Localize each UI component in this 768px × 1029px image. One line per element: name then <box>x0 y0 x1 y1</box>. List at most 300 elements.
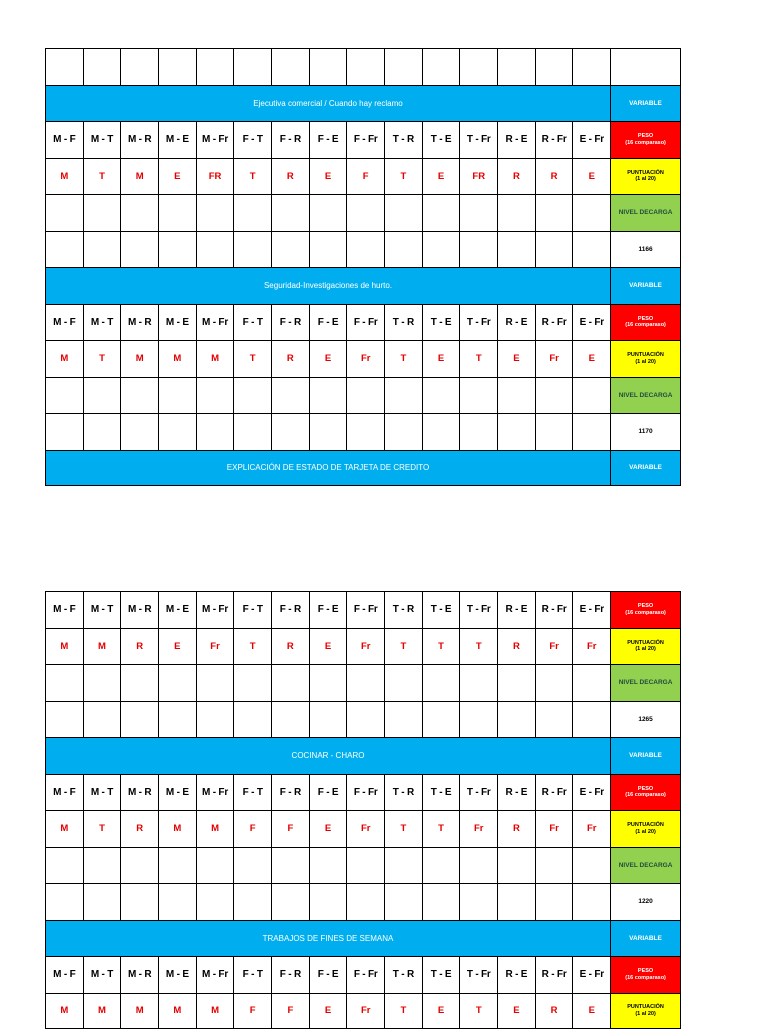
empty-cell[interactable] <box>158 883 196 920</box>
pair-header[interactable]: M - T <box>83 774 121 811</box>
empty-cell[interactable] <box>233 664 271 701</box>
pair-header[interactable]: M - T <box>83 591 121 628</box>
empty-cell[interactable] <box>196 883 234 920</box>
empty-cell[interactable] <box>120 231 158 268</box>
empty-cell[interactable] <box>45 883 83 920</box>
score-cell[interactable]: T <box>233 340 271 377</box>
nivel-descarga-label[interactable]: NIVEL DECARGA <box>610 377 681 414</box>
score-cell[interactable]: T <box>459 993 497 1029</box>
empty-cell[interactable] <box>422 847 460 884</box>
empty-cell[interactable] <box>196 48 234 85</box>
pair-header[interactable]: T - E <box>422 304 460 341</box>
empty-cell[interactable] <box>45 701 83 738</box>
score-cell[interactable]: Fr <box>535 340 573 377</box>
pair-header[interactable]: T - E <box>422 956 460 993</box>
score-cell[interactable]: Fr <box>535 810 573 847</box>
pair-header[interactable]: F - E <box>309 591 347 628</box>
empty-cell[interactable] <box>384 883 422 920</box>
score-cell[interactable]: Fr <box>196 628 234 665</box>
pair-header[interactable]: R - Fr <box>535 591 573 628</box>
peso-label[interactable] <box>610 956 681 993</box>
pair-header[interactable]: F - E <box>309 121 347 158</box>
empty-cell[interactable] <box>45 194 83 231</box>
score-cell[interactable]: F <box>233 810 271 847</box>
peso-label[interactable] <box>610 774 681 811</box>
pair-header[interactable]: M - E <box>158 121 196 158</box>
score-cell[interactable]: Fr <box>346 340 384 377</box>
empty-cell[interactable] <box>309 377 347 414</box>
empty-cell[interactable] <box>572 847 610 884</box>
score-cell[interactable]: M <box>45 810 83 847</box>
score-cell[interactable]: M <box>45 340 83 377</box>
section-title[interactable]: TRABAJOS DE FINES DE SEMANA <box>45 920 610 957</box>
pair-header[interactable]: T - Fr <box>459 304 497 341</box>
score-cell[interactable]: F <box>271 993 309 1029</box>
empty-cell[interactable] <box>459 883 497 920</box>
score-cell[interactable]: Fr <box>346 628 384 665</box>
pair-header[interactable]: F - R <box>271 956 309 993</box>
score-cell[interactable]: E <box>572 340 610 377</box>
pair-header[interactable]: T - R <box>384 304 422 341</box>
score-cell[interactable]: E <box>572 993 610 1029</box>
score-cell[interactable]: E <box>497 993 535 1029</box>
pair-header[interactable]: T - Fr <box>459 591 497 628</box>
score-cell[interactable]: F <box>346 158 384 195</box>
score-cell[interactable]: M <box>45 628 83 665</box>
peso-label[interactable] <box>610 591 681 628</box>
empty-cell[interactable] <box>309 413 347 450</box>
pair-header[interactable]: T - Fr <box>459 121 497 158</box>
empty-cell[interactable] <box>233 194 271 231</box>
pair-header[interactable]: T - R <box>384 121 422 158</box>
empty-cell[interactable] <box>271 194 309 231</box>
score-cell[interactable]: E <box>422 993 460 1029</box>
score-cell[interactable]: T <box>384 628 422 665</box>
empty-cell[interactable] <box>196 847 234 884</box>
empty-cell[interactable] <box>309 701 347 738</box>
pair-header[interactable]: F - Fr <box>346 956 384 993</box>
pair-header[interactable]: M - R <box>120 774 158 811</box>
pair-header[interactable]: E - Fr <box>572 774 610 811</box>
empty-cell[interactable] <box>120 701 158 738</box>
variable-label[interactable]: VARIABLE <box>610 85 681 122</box>
score-cell[interactable]: T <box>384 810 422 847</box>
empty-cell[interactable] <box>120 194 158 231</box>
empty-cell[interactable] <box>422 48 460 85</box>
empty-cell[interactable] <box>196 377 234 414</box>
empty-cell[interactable] <box>271 701 309 738</box>
pair-header[interactable]: R - E <box>497 304 535 341</box>
score-cell[interactable]: T <box>422 810 460 847</box>
empty-cell[interactable] <box>535 701 573 738</box>
pair-header[interactable]: E - Fr <box>572 591 610 628</box>
score-cell[interactable]: M <box>158 340 196 377</box>
peso-label[interactable] <box>610 121 681 158</box>
empty-cell[interactable] <box>497 847 535 884</box>
empty-cell[interactable] <box>271 847 309 884</box>
empty-cell[interactable] <box>572 701 610 738</box>
score-cell[interactable]: Fr <box>535 628 573 665</box>
empty-cell[interactable] <box>233 847 271 884</box>
empty-cell[interactable] <box>572 231 610 268</box>
score-cell[interactable]: T <box>83 158 121 195</box>
pair-header[interactable]: M - F <box>45 304 83 341</box>
pair-header[interactable]: F - T <box>233 774 271 811</box>
empty-cell[interactable] <box>83 194 121 231</box>
score-cell[interactable]: F <box>271 810 309 847</box>
variable-label[interactable]: VARIABLE <box>610 267 681 304</box>
empty-cell[interactable] <box>233 231 271 268</box>
empty-cell[interactable] <box>346 48 384 85</box>
empty-cell[interactable] <box>120 377 158 414</box>
empty-cell[interactable] <box>309 194 347 231</box>
score-cell[interactable]: R <box>497 810 535 847</box>
empty-cell[interactable] <box>497 194 535 231</box>
score-cell[interactable]: R <box>271 158 309 195</box>
empty-cell[interactable] <box>196 231 234 268</box>
score-cell[interactable]: T <box>459 628 497 665</box>
empty-cell[interactable] <box>271 883 309 920</box>
empty-cell[interactable] <box>45 377 83 414</box>
empty-cell[interactable] <box>384 701 422 738</box>
empty-cell[interactable] <box>83 231 121 268</box>
pair-header[interactable]: E - Fr <box>572 956 610 993</box>
empty-cell[interactable] <box>158 48 196 85</box>
empty-cell[interactable] <box>459 701 497 738</box>
score-cell[interactable]: E <box>158 158 196 195</box>
pair-header[interactable]: R - Fr <box>535 304 573 341</box>
score-cell[interactable]: E <box>422 340 460 377</box>
empty-cell[interactable] <box>535 231 573 268</box>
score-cell[interactable]: M <box>158 993 196 1029</box>
empty-cell[interactable] <box>271 664 309 701</box>
empty-cell[interactable] <box>459 194 497 231</box>
empty-cell[interactable] <box>459 48 497 85</box>
score-cell[interactable]: FR <box>196 158 234 195</box>
empty-cell[interactable] <box>309 847 347 884</box>
pair-header[interactable]: M - Fr <box>196 774 234 811</box>
pair-header[interactable]: M - R <box>120 121 158 158</box>
score-cell[interactable]: R <box>535 158 573 195</box>
score-cell[interactable]: Fr <box>572 628 610 665</box>
pair-header[interactable]: M - Fr <box>196 304 234 341</box>
empty-cell[interactable] <box>309 231 347 268</box>
empty-cell[interactable] <box>83 847 121 884</box>
pair-header[interactable]: F - T <box>233 121 271 158</box>
pair-header[interactable]: F - Fr <box>346 304 384 341</box>
empty-cell[interactable] <box>535 413 573 450</box>
empty-cell[interactable] <box>422 883 460 920</box>
empty-cell[interactable] <box>271 413 309 450</box>
pair-header[interactable]: E - Fr <box>572 121 610 158</box>
empty-cell[interactable] <box>45 413 83 450</box>
empty-cell[interactable] <box>572 413 610 450</box>
variable-label[interactable]: VARIABLE <box>610 737 681 774</box>
empty-cell[interactable] <box>497 377 535 414</box>
score-cell[interactable]: M <box>83 628 121 665</box>
pair-header[interactable]: F - T <box>233 591 271 628</box>
empty-cell[interactable] <box>422 701 460 738</box>
score-cell[interactable]: E <box>309 993 347 1029</box>
empty-cell[interactable] <box>535 48 573 85</box>
total-value[interactable]: 1170 <box>610 413 681 450</box>
pair-header[interactable]: T - E <box>422 121 460 158</box>
pair-header[interactable]: R - E <box>497 956 535 993</box>
empty-cell[interactable] <box>535 664 573 701</box>
pair-header[interactable]: F - Fr <box>346 121 384 158</box>
pair-header[interactable]: M - T <box>83 956 121 993</box>
score-cell[interactable]: R <box>271 340 309 377</box>
pair-header[interactable]: M - F <box>45 956 83 993</box>
score-cell[interactable]: R <box>497 158 535 195</box>
score-cell[interactable]: Fr <box>459 810 497 847</box>
score-cell[interactable]: E <box>309 158 347 195</box>
pair-header[interactable]: F - T <box>233 956 271 993</box>
score-cell[interactable]: F <box>233 993 271 1029</box>
score-cell[interactable]: T <box>384 158 422 195</box>
score-cell[interactable]: M <box>196 993 234 1029</box>
empty-cell[interactable] <box>196 701 234 738</box>
nivel-descarga-label[interactable]: NIVEL DECARGA <box>610 664 681 701</box>
empty-cell[interactable] <box>459 413 497 450</box>
empty-cell[interactable] <box>346 377 384 414</box>
section-title[interactable]: COCINAR - CHARO <box>45 737 610 774</box>
pair-header[interactable]: M - T <box>83 304 121 341</box>
section-title[interactable]: Seguridad-Investigaciones de hurto. <box>45 267 610 304</box>
empty-cell[interactable] <box>346 413 384 450</box>
empty-cell[interactable] <box>158 847 196 884</box>
score-cell[interactable]: M <box>120 158 158 195</box>
total-value[interactable]: 1166 <box>610 231 681 268</box>
score-cell[interactable]: M <box>45 993 83 1029</box>
pair-header[interactable]: F - Fr <box>346 774 384 811</box>
pair-header[interactable]: M - F <box>45 774 83 811</box>
empty-cell[interactable] <box>45 664 83 701</box>
score-cell[interactable]: R <box>535 993 573 1029</box>
empty-cell[interactable] <box>497 883 535 920</box>
pair-header[interactable]: F - R <box>271 774 309 811</box>
score-cell[interactable]: M <box>83 993 121 1029</box>
empty-cell[interactable] <box>422 664 460 701</box>
pair-header[interactable]: M - Fr <box>196 956 234 993</box>
pair-header[interactable]: F - Fr <box>346 591 384 628</box>
variable-label[interactable]: VARIABLE <box>610 920 681 957</box>
score-cell[interactable]: T <box>459 340 497 377</box>
empty-cell[interactable] <box>309 664 347 701</box>
empty-cell[interactable] <box>83 664 121 701</box>
empty-cell[interactable] <box>497 701 535 738</box>
pair-header[interactable]: M - E <box>158 956 196 993</box>
empty-cell[interactable] <box>158 231 196 268</box>
empty-cell[interactable] <box>83 883 121 920</box>
score-cell[interactable]: M <box>196 810 234 847</box>
empty-cell[interactable] <box>196 194 234 231</box>
score-cell[interactable]: M <box>45 158 83 195</box>
score-cell[interactable]: T <box>422 628 460 665</box>
pair-header[interactable]: F - E <box>309 304 347 341</box>
score-cell[interactable]: E <box>572 158 610 195</box>
empty-cell[interactable] <box>384 377 422 414</box>
pair-header[interactable]: T - Fr <box>459 956 497 993</box>
empty-cell[interactable] <box>271 48 309 85</box>
pair-header[interactable]: T - Fr <box>459 774 497 811</box>
score-cell[interactable]: T <box>233 158 271 195</box>
nivel-descarga-label[interactable]: NIVEL DECARGA <box>610 194 681 231</box>
empty-cell[interactable] <box>158 377 196 414</box>
pair-header[interactable]: F - E <box>309 774 347 811</box>
score-cell[interactable]: T <box>83 340 121 377</box>
empty-cell[interactable] <box>233 377 271 414</box>
empty-cell[interactable] <box>83 48 121 85</box>
empty-cell[interactable] <box>384 413 422 450</box>
pair-header[interactable]: M - E <box>158 774 196 811</box>
total-value[interactable]: 1220 <box>610 883 681 920</box>
empty-cell[interactable] <box>459 231 497 268</box>
pair-header[interactable]: M - R <box>120 591 158 628</box>
pair-header[interactable]: R - Fr <box>535 956 573 993</box>
empty-cell[interactable] <box>497 48 535 85</box>
empty-cell[interactable] <box>459 664 497 701</box>
score-cell[interactable]: R <box>120 810 158 847</box>
empty-cell[interactable] <box>158 664 196 701</box>
empty-cell[interactable] <box>497 231 535 268</box>
score-cell[interactable]: E <box>309 810 347 847</box>
empty-cell[interactable] <box>45 847 83 884</box>
pair-header[interactable]: F - R <box>271 591 309 628</box>
pair-header[interactable]: F - R <box>271 121 309 158</box>
score-cell[interactable]: R <box>497 628 535 665</box>
empty-cell[interactable] <box>535 847 573 884</box>
pair-header[interactable]: R - E <box>497 121 535 158</box>
empty-cell[interactable] <box>83 701 121 738</box>
empty-cell[interactable] <box>459 847 497 884</box>
score-cell[interactable]: E <box>158 628 196 665</box>
score-cell[interactable]: Fr <box>572 810 610 847</box>
pair-header[interactable]: M - E <box>158 304 196 341</box>
puntuacion-label[interactable] <box>610 340 681 377</box>
empty-cell[interactable] <box>572 48 610 85</box>
empty-cell[interactable] <box>196 413 234 450</box>
empty-cell[interactable] <box>572 664 610 701</box>
peso-label[interactable] <box>610 304 681 341</box>
empty-cell[interactable] <box>346 194 384 231</box>
empty-cell[interactable] <box>233 883 271 920</box>
empty-cell[interactable] <box>158 413 196 450</box>
empty-cell[interactable] <box>346 701 384 738</box>
empty-cell[interactable] <box>610 48 681 85</box>
score-cell[interactable]: T <box>384 993 422 1029</box>
score-cell[interactable]: E <box>309 628 347 665</box>
empty-cell[interactable] <box>158 701 196 738</box>
empty-cell[interactable] <box>497 413 535 450</box>
empty-cell[interactable] <box>83 377 121 414</box>
empty-cell[interactable] <box>120 413 158 450</box>
empty-cell[interactable] <box>346 231 384 268</box>
score-cell[interactable]: T <box>83 810 121 847</box>
pair-header[interactable]: M - R <box>120 956 158 993</box>
score-cell[interactable]: Fr <box>346 810 384 847</box>
pair-header[interactable]: T - R <box>384 774 422 811</box>
empty-cell[interactable] <box>572 883 610 920</box>
pair-header[interactable]: F - R <box>271 304 309 341</box>
pair-header[interactable]: M - E <box>158 591 196 628</box>
empty-cell[interactable] <box>572 377 610 414</box>
pair-header[interactable]: M - T <box>83 121 121 158</box>
puntuacion-label[interactable] <box>610 810 681 847</box>
empty-cell[interactable] <box>384 194 422 231</box>
total-value[interactable]: 1265 <box>610 701 681 738</box>
empty-cell[interactable] <box>535 194 573 231</box>
empty-cell[interactable] <box>497 664 535 701</box>
pair-header[interactable]: M - Fr <box>196 121 234 158</box>
puntuacion-label[interactable] <box>610 158 681 195</box>
empty-cell[interactable] <box>422 194 460 231</box>
score-cell[interactable]: M <box>158 810 196 847</box>
variable-label[interactable]: VARIABLE <box>610 450 681 487</box>
pair-header[interactable]: R - E <box>497 774 535 811</box>
empty-cell[interactable] <box>459 377 497 414</box>
empty-cell[interactable] <box>120 847 158 884</box>
section-title[interactable]: EXPLICACIÓN DE ESTADO DE TARJETA DE CREDITO <box>45 450 610 487</box>
empty-cell[interactable] <box>346 847 384 884</box>
empty-cell[interactable] <box>535 377 573 414</box>
empty-cell[interactable] <box>120 48 158 85</box>
score-cell[interactable]: Fr <box>346 993 384 1029</box>
pair-header[interactable]: R - E <box>497 591 535 628</box>
pair-header[interactable]: T - E <box>422 774 460 811</box>
empty-cell[interactable] <box>384 231 422 268</box>
empty-cell[interactable] <box>422 413 460 450</box>
empty-cell[interactable] <box>572 194 610 231</box>
score-cell[interactable]: T <box>384 340 422 377</box>
score-cell[interactable]: M <box>196 340 234 377</box>
empty-cell[interactable] <box>45 48 83 85</box>
pair-header[interactable]: M - F <box>45 121 83 158</box>
empty-cell[interactable] <box>45 231 83 268</box>
score-cell[interactable]: R <box>120 628 158 665</box>
empty-cell[interactable] <box>422 231 460 268</box>
empty-cell[interactable] <box>196 664 234 701</box>
empty-cell[interactable] <box>535 883 573 920</box>
score-cell[interactable]: E <box>422 158 460 195</box>
score-cell[interactable]: M <box>120 340 158 377</box>
pair-header[interactable]: M - F <box>45 591 83 628</box>
empty-cell[interactable] <box>271 231 309 268</box>
score-cell[interactable]: R <box>271 628 309 665</box>
empty-cell[interactable] <box>384 48 422 85</box>
empty-cell[interactable] <box>233 48 271 85</box>
empty-cell[interactable] <box>271 377 309 414</box>
pair-header[interactable]: F - E <box>309 956 347 993</box>
empty-cell[interactable] <box>309 48 347 85</box>
score-cell[interactable]: T <box>233 628 271 665</box>
empty-cell[interactable] <box>233 701 271 738</box>
score-cell[interactable]: E <box>497 340 535 377</box>
pair-header[interactable]: M - R <box>120 304 158 341</box>
empty-cell[interactable] <box>83 413 121 450</box>
empty-cell[interactable] <box>384 847 422 884</box>
pair-header[interactable]: E - Fr <box>572 304 610 341</box>
empty-cell[interactable] <box>120 883 158 920</box>
pair-header[interactable]: M - Fr <box>196 591 234 628</box>
pair-header[interactable]: R - Fr <box>535 774 573 811</box>
empty-cell[interactable] <box>309 883 347 920</box>
empty-cell[interactable] <box>233 413 271 450</box>
score-cell[interactable]: E <box>309 340 347 377</box>
nivel-descarga-label[interactable]: NIVEL DECARGA <box>610 847 681 884</box>
score-cell[interactable]: FR <box>459 158 497 195</box>
empty-cell[interactable] <box>346 883 384 920</box>
